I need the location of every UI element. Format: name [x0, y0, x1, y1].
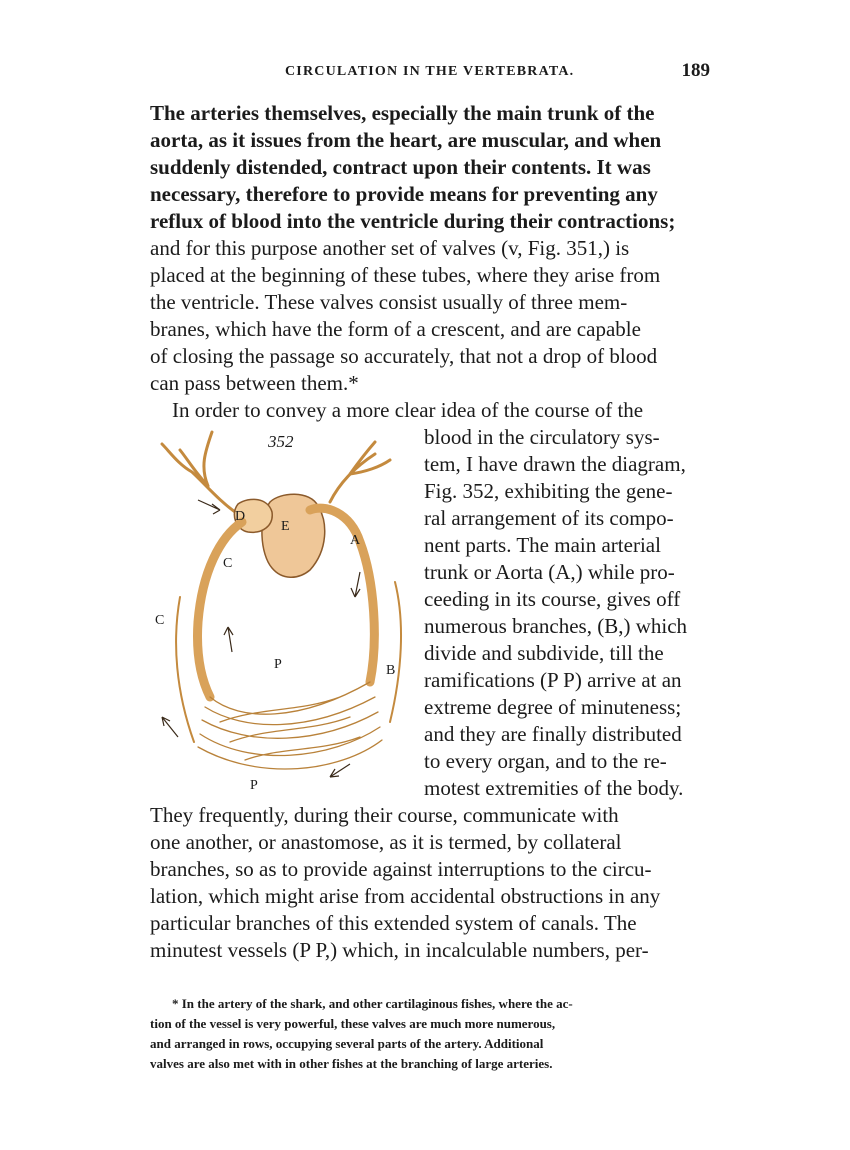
wrapped-line: ramifications (P P) arrive at an — [424, 668, 682, 692]
arrow-mark — [351, 572, 360, 597]
running-head — [150, 62, 710, 84]
paragraph2-line: They frequently, during their course, communicate with — [150, 803, 619, 827]
paragraph1-line: suddenly distended, contract upon their contents. It was — [150, 155, 651, 179]
paragraph1-line: reflux of blood into the ventricle during their contractions; — [150, 209, 676, 233]
paragraph1-line: and for this purpose another set of valves (v, Fig. 351,) is — [150, 236, 630, 260]
arrow-mark — [162, 717, 178, 737]
paragraph2-line: minutest vessels (P P,) which, in incalculable numbers, per- — [150, 938, 649, 962]
paragraph1-line: branes, which have the form of a crescent, and are capable — [150, 317, 641, 341]
paragraph2-first-line: In order to convey a more clear idea of the course of the — [172, 398, 644, 422]
label-e: E — [281, 519, 290, 534]
vessel-branch — [162, 432, 238, 514]
figure-number: 352 — [268, 432, 294, 451]
label-c-outer: C — [155, 613, 165, 628]
wrapped-line: blood in the circulatory sys- — [424, 425, 660, 449]
vena-cava — [198, 522, 243, 697]
label-b: B — [386, 663, 396, 678]
wrapped-line: extreme degree of minuteness; — [424, 695, 682, 719]
paragraph1-line: the ventricle. These valves consist usually of three mem- — [150, 290, 628, 314]
footnote-line: * In the artery of the shark, and other cartilaginous fishes, where the ac- — [172, 996, 573, 1011]
label-a: A — [350, 533, 361, 548]
arrow-mark — [224, 627, 233, 652]
label-p-lower: P — [250, 778, 258, 793]
running-head-title: CIRCULATION IN THE VERTEBRATA. — [285, 64, 575, 79]
wrapped-line: ceeding in its course, gives off — [424, 587, 681, 611]
wrapped-line: Fig. 352, exhibiting the gene- — [424, 479, 673, 503]
paragraph2-line: one another, or anastomose, as it is termed, by collateral — [150, 830, 622, 854]
page-number: 189 — [681, 60, 710, 81]
paragraph1-line: necessary, therefore to provide means for preventing any — [150, 182, 658, 206]
circulation-diagram — [150, 422, 420, 794]
paragraph1-line: placed at the beginning of these tubes, where they arise from — [150, 263, 661, 287]
wrapped-line: and they are finally distributed — [424, 722, 682, 746]
wrapped-line: divide and subdivide, till the — [424, 641, 664, 665]
wrapped-line: nent parts. The main arterial — [424, 533, 661, 557]
paragraph1-line: aorta, as it issues from the heart, are muscular, and when — [150, 128, 662, 152]
label-p-upper: P — [274, 657, 282, 672]
footnote-line: and arranged in rows, occupying several parts of the artery. Additional — [150, 1036, 544, 1051]
wrapped-line: tem, I have drawn the diagram, — [424, 452, 686, 476]
paragraph2-line: particular branches of this extended system of canals. The — [150, 911, 637, 935]
capillary-network — [198, 682, 382, 769]
paragraph2-line: lation, which might arise from accidental obstructions in any — [150, 884, 661, 908]
paragraph1-line: of closing the passage so accurately, that not a drop of blood — [150, 344, 658, 368]
arrow-mark — [330, 764, 350, 777]
wrapped-line: numerous branches, (B,) which — [424, 614, 688, 638]
paragraph1-line: can pass between them.* — [150, 371, 359, 395]
footnote-line: valves are also met with in other fishes at the branching of large arteries. — [150, 1056, 553, 1071]
outer-vein — [176, 597, 194, 742]
wrapped-line: ral arrangement of its compo- — [424, 506, 674, 530]
label-c-inner: C — [223, 556, 233, 571]
wrapped-line: to every organ, and to the re- — [424, 749, 667, 773]
wrapped-line: trunk or Aorta (A,) while pro- — [424, 560, 675, 584]
label-d: D — [235, 509, 246, 524]
vessel-branch — [330, 442, 390, 502]
arrow-mark — [198, 500, 220, 514]
paragraph1-line: The arteries themselves, especially the main trunk of the — [150, 101, 655, 125]
wrapped-line: motest extremities of the body. — [424, 776, 684, 800]
paragraph2-line: branches, so as to provide against interruptions to the circu- — [150, 857, 652, 881]
footnote-line: tion of the vessel is very powerful, these valves are much more numerous, — [150, 1016, 556, 1031]
outer-vessel — [390, 582, 401, 722]
